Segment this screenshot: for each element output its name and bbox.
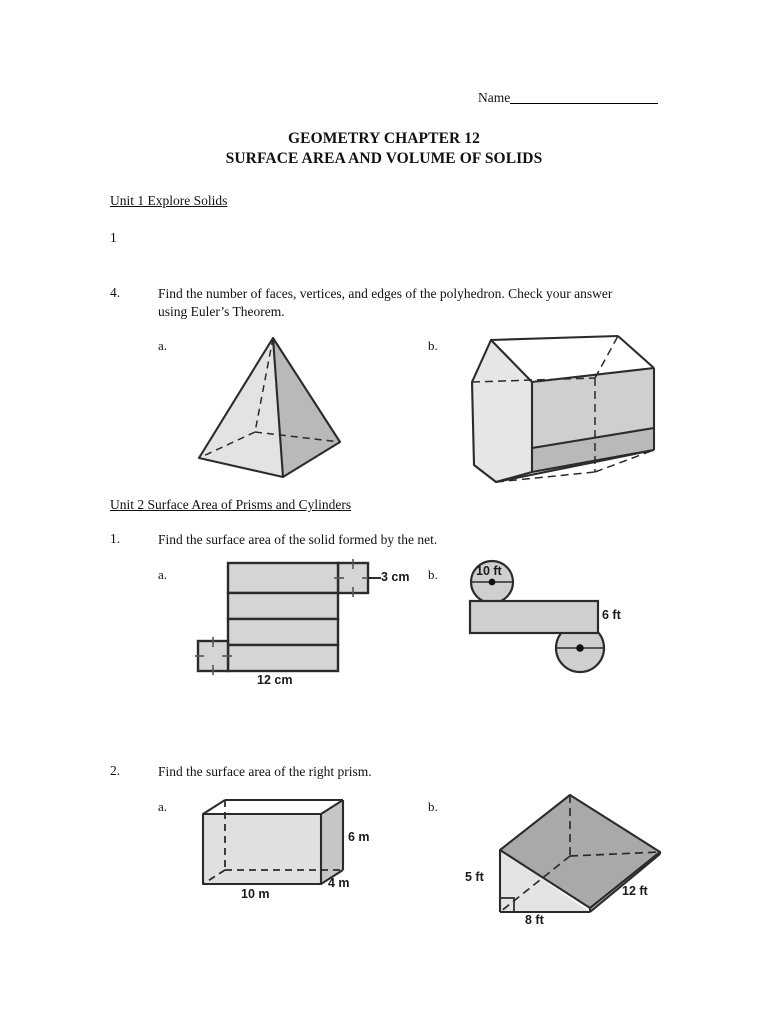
problem-4-number: 4. [110,285,121,300]
rect-prism-length-label: 10 m [241,887,270,901]
unit-2-heading: Unit 2 Surface Area of Prisms and Cylinders [110,497,352,512]
prism-net-width-label: 12 cm [257,673,293,687]
name-blank-rule [510,92,658,104]
stray-number-1: 1 [110,230,117,245]
page-title-line-1: GEOMETRY CHAPTER 12 [288,130,480,147]
name-label: Name [478,90,511,105]
prism-net-height-label: 3 cm [381,570,410,584]
name-field [478,90,658,106]
rect-prism-height-label: 6 m [348,830,370,844]
problem-u2-1b-label: b. [428,567,438,582]
figure-hexagonal-prism [458,330,670,495]
cylinder-net-diameter-label: 10 ft [476,564,502,578]
cylinder-net-height-label: 6 ft [602,608,621,622]
figure-square-pyramid [185,330,370,485]
figure-prism-net [195,558,410,687]
figure-triangular-prism [462,790,677,945]
problem-4b-label: b. [428,338,438,353]
tri-prism-base-label: 8 ft [525,913,544,927]
problem-u2-1a-label: a. [158,567,168,582]
problem-4-text: Find the number of faces, vertices, and edges of the polyhedron. Check your answer using Euler’s Theorem. [158,286,613,320]
problem-u2-2-number: 2. [110,763,121,778]
problem-u2-2a-label: a. [158,799,168,814]
rect-prism-depth-label: 4 m [328,876,350,890]
problem-u2-2-text: Find the surface area of the right prism. [158,764,372,779]
figure-rectangular-prism [195,794,370,904]
problem-4a-label: a. [158,338,168,353]
figure-cylinder-net [462,556,652,676]
problem-u2-1-text: Find the surface area of the solid formed by the net. [158,532,438,547]
page-title-line-2: SURFACE AREA AND VOLUME OF SOLIDS [225,150,543,167]
tri-prism-length-label: 12 ft [622,884,648,898]
unit-1-heading: Unit 1 Explore Solids [110,193,228,208]
problem-u2-2b-label: b. [428,799,438,814]
tri-prism-height-label: 5 ft [465,870,484,884]
problem-u2-1-number: 1. [110,531,121,546]
